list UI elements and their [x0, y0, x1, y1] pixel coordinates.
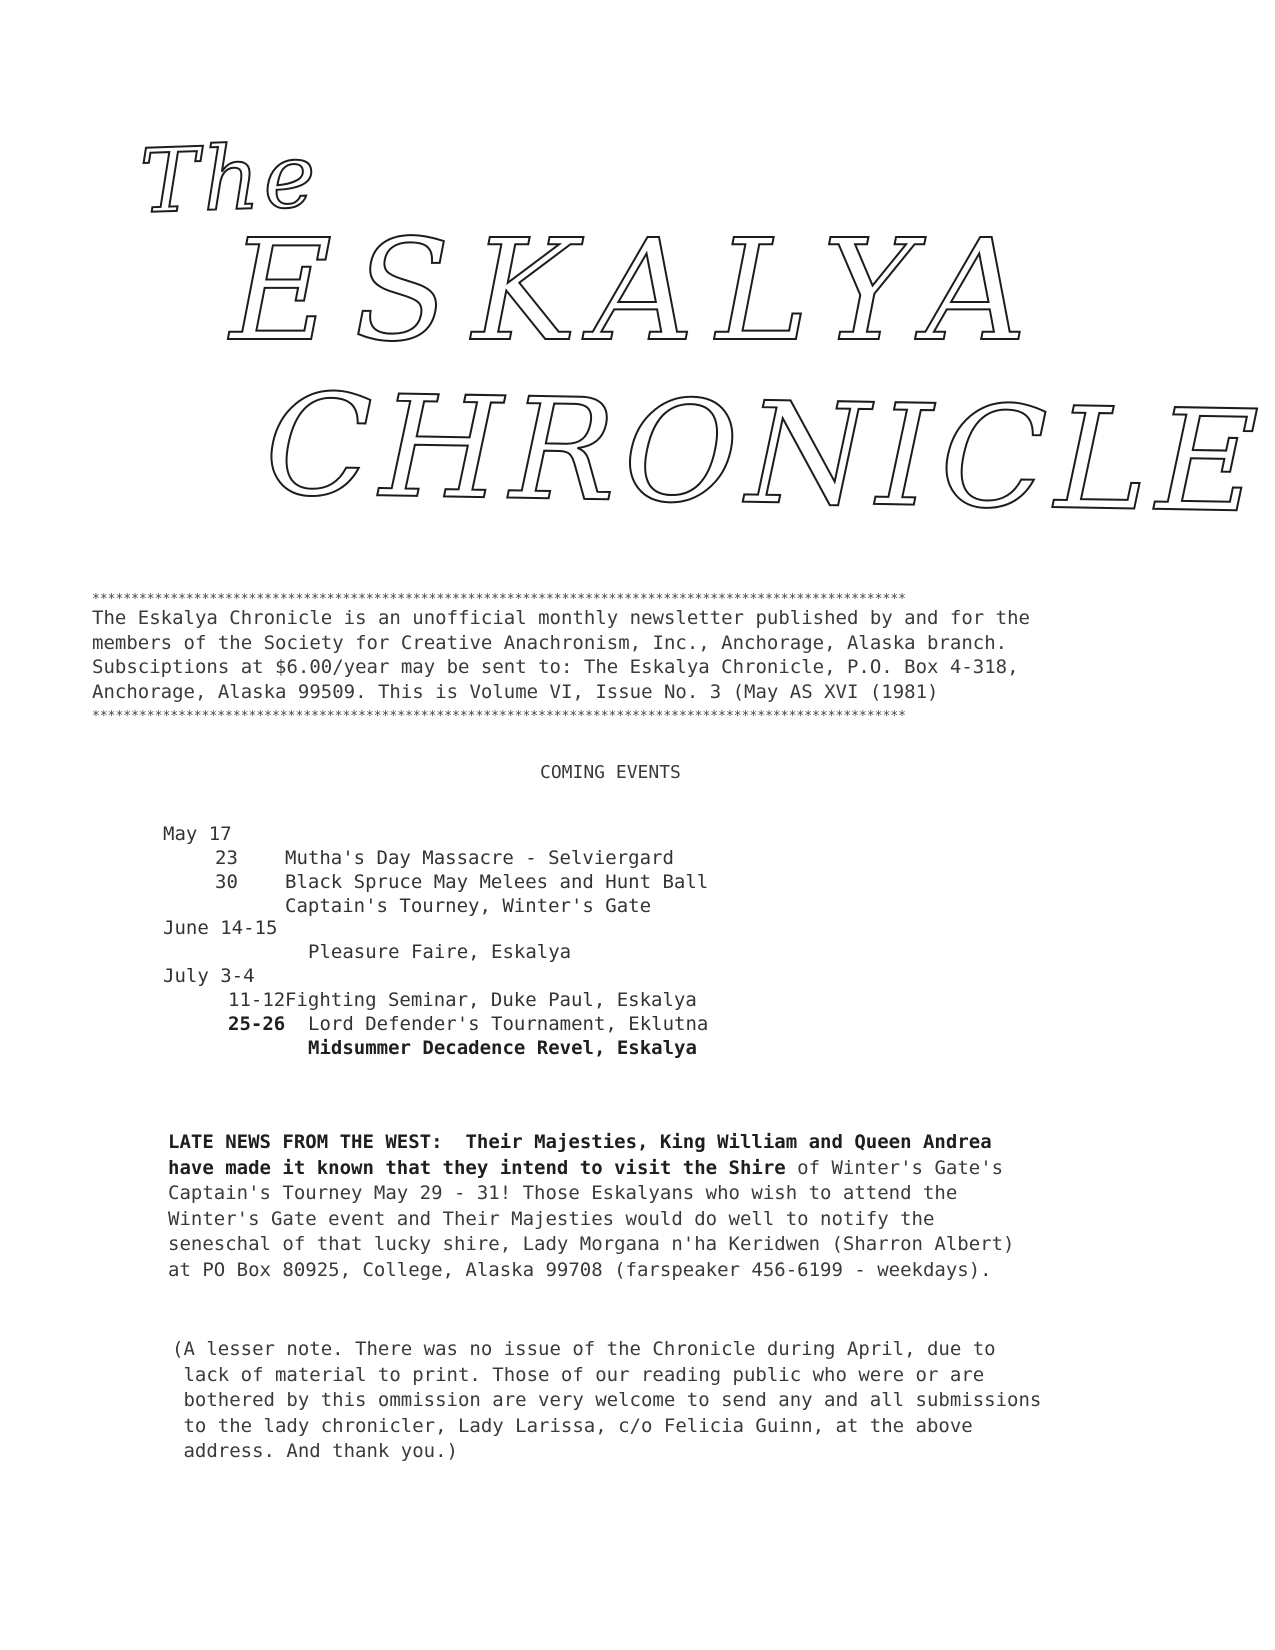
event-name: Captain's Tourney, Winter's Gate — [285, 895, 652, 917]
event-date: 25-26 — [228, 1013, 286, 1035]
title-the: The — [138, 123, 322, 234]
late-news-text: of Winter's Gate's — [797, 1156, 1004, 1179]
event-name: Fighting Seminar, Duke Paul, Eskalya — [285, 989, 697, 1011]
event-name: Pleasure Faire, Eskalya — [308, 941, 572, 963]
event-date: May 17 — [163, 823, 232, 845]
late-news-paragraph — [168, 1130, 1014, 1283]
event-date: July 3-4 — [163, 965, 255, 987]
event-date: June 14-15 — [163, 917, 278, 939]
lesser-note-line: to the lady chronicler, Lady Larissa, c/o Felicia Guinn, at the above — [172, 1414, 973, 1437]
lesser-note-line: address. And thank you.) — [172, 1440, 458, 1462]
event-date: 30 — [215, 871, 238, 893]
masthead-line: Subsciptions at $6.00/year may be sent to: The Eskalya Chronicle, P.O. Box 4-318, — [92, 656, 1019, 678]
event-name: Midsummer Decadence Revel, Eskalya — [308, 1037, 697, 1059]
title-eskalya: ESKALYA — [230, 210, 1049, 373]
lesser-note-paragraph — [172, 1337, 1041, 1465]
masthead-text — [92, 606, 1030, 704]
title-chronicle: CHRONICLE — [263, 364, 1268, 545]
late-news-line: Captain's Tourney May 29 - 31! Those Eskalyans who wish to attend the — [168, 1182, 958, 1204]
late-news-lead: LATE NEWS FROM THE WEST: — [168, 1131, 443, 1153]
late-news-bold-text: have made it known that they intend to visit the Shire — [168, 1156, 786, 1179]
event-name: Mutha's Day Massacre - Selviergard — [285, 847, 674, 869]
late-news-line: seneschal of that lucky shire, Lady Morgana n'ha Keridwen (Sharron Albert) — [168, 1233, 1015, 1255]
event-name: Black Spruce May Melees and Hunt Ball — [285, 871, 709, 893]
late-news-line: Winter's Gate event and Their Majesties would do well to notify the — [168, 1207, 935, 1230]
lesser-note-line: lack of material to print. Those of our reading public who were or are — [172, 1363, 985, 1386]
event-name: Lord Defender's Tournament, Eklutna — [308, 1013, 709, 1035]
lesser-note-line: (A lesser note. There was no issue of the Chronicle during April, due to — [172, 1338, 996, 1360]
masthead-line: Anchorage, Alaska 99509. This is Volume VI, Issue No. 3 (May AS XVI (1981) — [92, 680, 939, 703]
masthead-line: members of the Society for Creative Anachronism, Inc., Anchorage, Alaska branch. — [92, 631, 1008, 654]
separator-bottom: ******************************************************************************************************** — [92, 710, 906, 724]
lesser-note-line: bothered by this ommission are very welcome to send any and all submissions — [172, 1389, 1042, 1411]
event-date: 11-12 — [228, 989, 286, 1011]
separator-top: ******************************************************************************************************** — [92, 593, 906, 607]
late-news-line: at PO Box 80925, College, Alaska 99708 (farspeaker 456-6199 - weekdays). — [168, 1258, 992, 1281]
masthead-line: The Eskalya Chronicle is an unofficial monthly newsletter published by and for the — [92, 607, 1030, 629]
coming-events-heading: COMING EVENTS — [540, 762, 681, 783]
late-news-bold-text: Their Majesties, King William and Queen Andrea — [465, 1131, 992, 1153]
event-date: 23 — [215, 847, 238, 869]
